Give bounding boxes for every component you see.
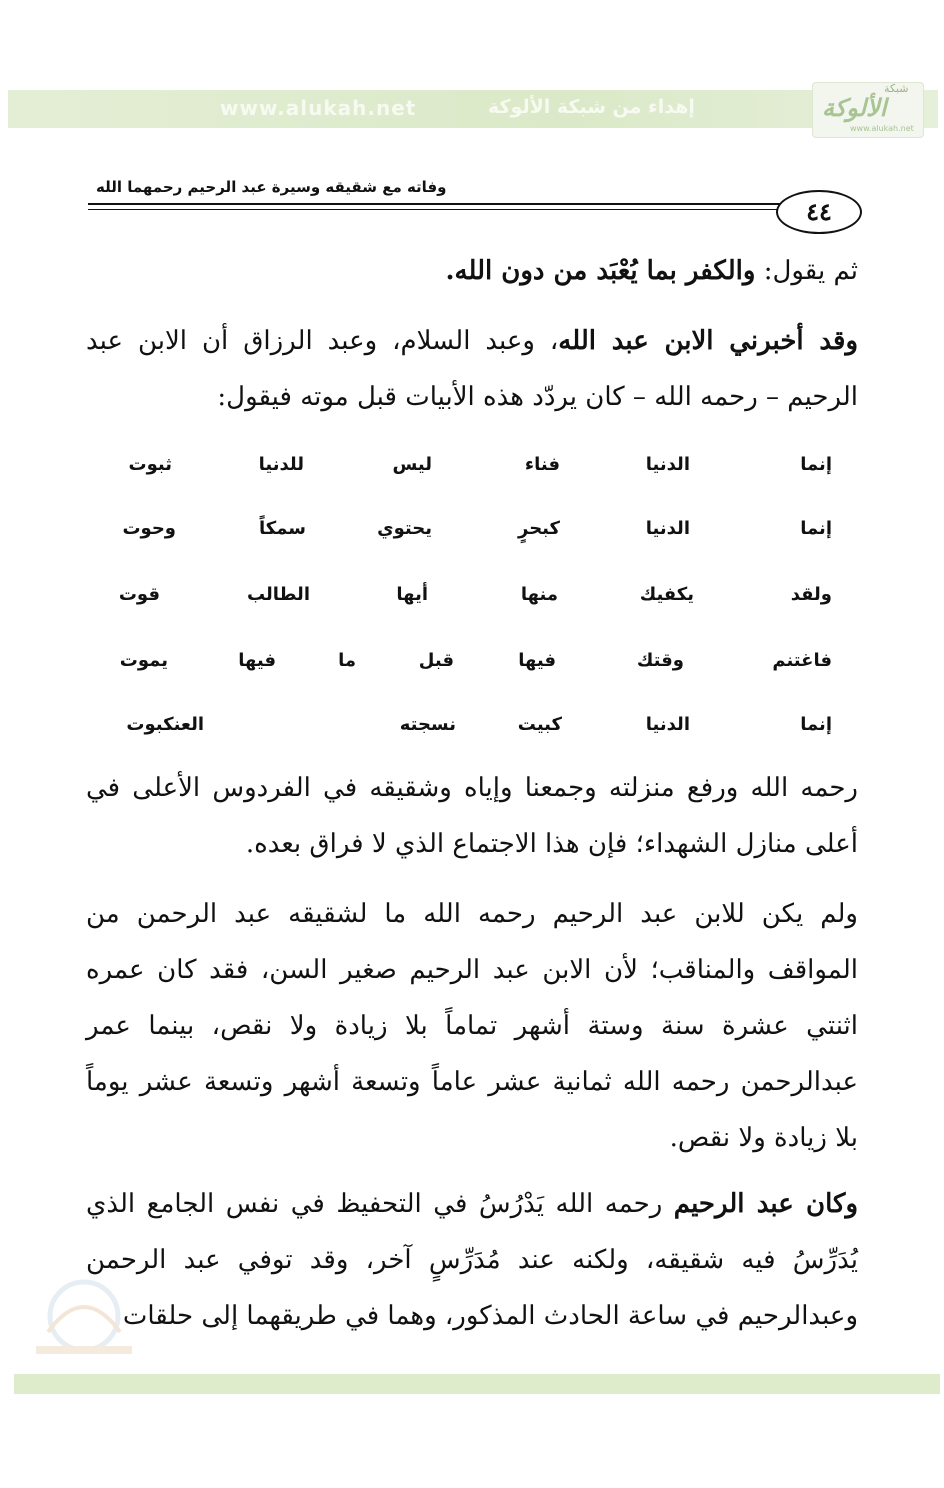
poem-word: إنما	[800, 714, 832, 735]
poem-word: يموت	[119, 650, 168, 671]
paragraph-4: ولم يكن للابن عبد الرحيم رحمه الله ما لشقيقه عبد الرحمن من المواقف والمناقب؛ لأن الابن عبد الرحيم صغير السن، فقد كان عمره اثنتي عشرة سنة وستة أشهر تماماً بلا زيادة ولا نقص، بينما عمر عبدالرحمن رحمه الله ثمانية عشر عاماً وتسعة أشهر وتسعة عشر يوماً بلا زيادة ولا نقص.	[86, 899, 858, 1153]
poem-word: فناء	[524, 454, 560, 475]
poem-row-1	[112, 446, 832, 486]
poem-word: سمكاً	[259, 518, 306, 539]
poem-word: الدنيا	[645, 518, 690, 539]
paragraph-1	[86, 243, 858, 299]
poem-word: منها	[520, 584, 558, 605]
paragraph-2	[86, 313, 858, 425]
poem-word: ما	[338, 650, 356, 671]
poem-word: ثبوت	[128, 454, 172, 475]
poem-row-3	[112, 576, 832, 616]
p2-bold: وقد أخبرني الابن عبد الله	[558, 326, 859, 356]
p2-rest: ، وعبد السلام، وعبد الرزاق أن الابن عبد الرحيم – رحمه الله – كان يردّد هذه الأبيات قبل موته فيقول:	[86, 326, 858, 412]
running-title: وفاته مع شقيقه وسيرة عبد الرحيم رحمهما الله	[96, 178, 447, 196]
poem-word: للدنيا	[258, 454, 304, 475]
header-rule-thin	[88, 209, 788, 210]
logo-top-text: شبكة	[884, 82, 909, 95]
poem-word: قوت	[118, 584, 160, 605]
poem-word: كبحرٍ	[518, 518, 560, 539]
poem-row-2	[112, 510, 832, 550]
poem-row-5	[112, 706, 832, 746]
footer-band	[14, 1374, 940, 1394]
poem-word: نسجته	[399, 714, 456, 735]
poem-word: يكفيك	[639, 584, 694, 605]
poem-word: وحوت	[122, 518, 176, 539]
paragraph-5	[86, 1176, 858, 1344]
poem-word: يحتوي	[377, 518, 432, 539]
poem-word: الدنيا	[645, 714, 690, 735]
poem-word: إنما	[800, 454, 832, 475]
poem-word: قبل	[418, 650, 454, 671]
poem-word: أيها	[396, 584, 428, 605]
p5-rest: رحمه الله يَدْرُسُ في التحفيظ في نفس الجامع الذي يُدَرِّسُ فيه شقيقه، ولكنه عند مُدَرِّسٍ آخر، وقد توفي عبد الرحمن وعبدالرحيم في ساعة الحادث المذكور، وهما في طريقهما إلى حلقات	[86, 1189, 858, 1331]
poem-word: ليس	[392, 454, 432, 475]
poem-word: فيها	[238, 650, 276, 671]
page-number: ٤٤	[776, 190, 862, 234]
poem-word: الطالب	[246, 584, 310, 605]
poem-word: الدنيا	[645, 454, 690, 475]
top-banner	[8, 90, 938, 128]
poem-word: فاغتنم	[772, 650, 832, 671]
p1-bold: والكفر بما يُعْبَد من دون الله.	[445, 256, 756, 286]
poem-word: فيها	[518, 650, 556, 671]
poem-word: وقتك	[636, 650, 684, 671]
header-rule	[88, 203, 788, 205]
banner-gift-text: إهداء من شبكة الألوكة	[488, 96, 695, 118]
poem-word: العنكبوت	[126, 714, 204, 735]
p5-bold: وكان عبد الرحيم	[673, 1189, 858, 1219]
watermark-logo	[28, 1272, 140, 1356]
banner-site-url: www.alukah.net	[220, 96, 417, 120]
poem-row-4	[112, 642, 832, 682]
poem-word: إنما	[800, 518, 832, 539]
poem-word: ولقد	[790, 584, 832, 605]
poem-word: كبيت	[517, 714, 562, 735]
logo-main-text: الألوكة	[822, 94, 887, 122]
logo-sub-text: www.alukah.net	[850, 124, 914, 133]
paragraph-3: رحمه الله ورفع منزلته وجمعنا وإياه وشقيقه في الفردوس الأعلى في أعلى منازل الشهداء؛ فإن هذا الاجتماع الذي لا فراق بعده.	[86, 773, 858, 859]
p1-lead: ثم يقول:	[755, 256, 858, 286]
